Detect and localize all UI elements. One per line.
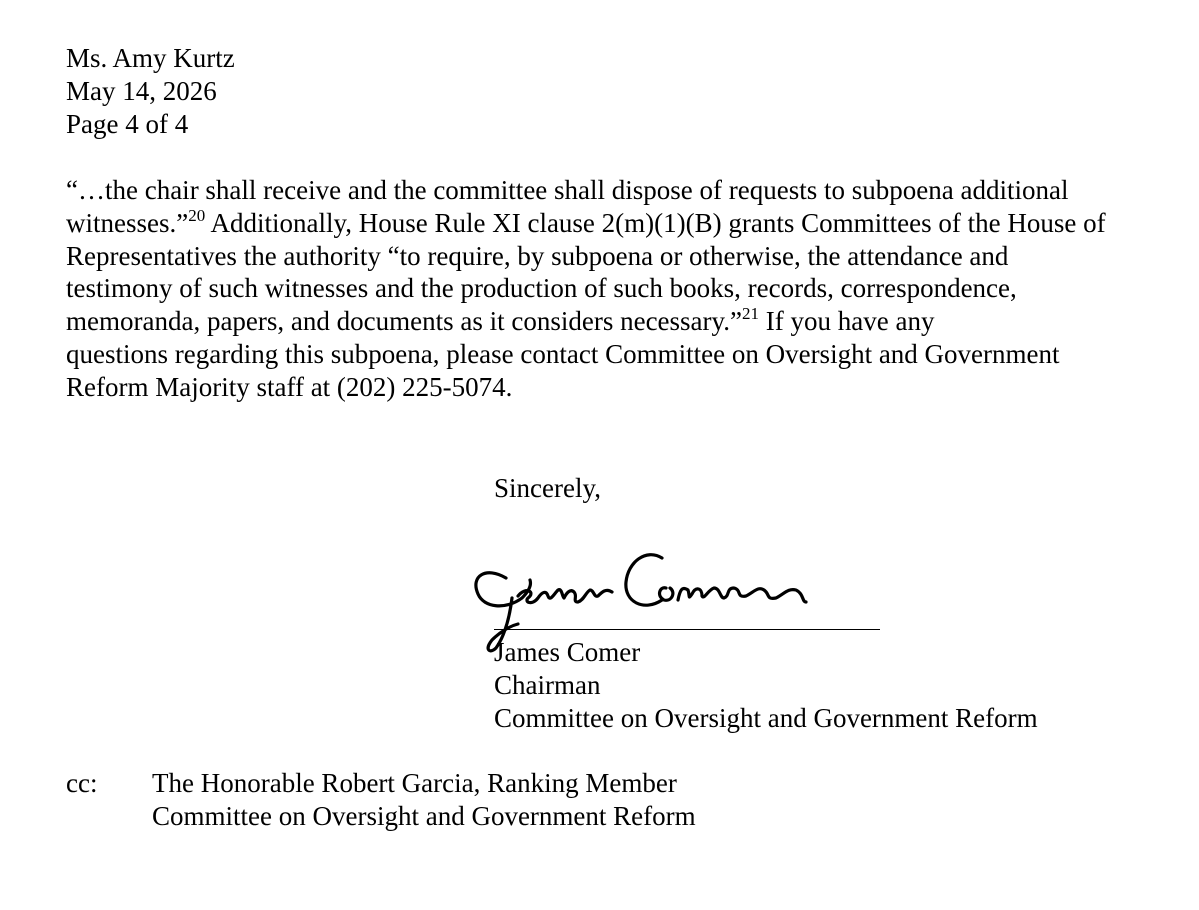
- cc-recipient-name: The Honorable Robert Garcia, Ranking Member: [152, 768, 677, 798]
- letter-body: [66, 174, 1106, 404]
- body-text-segment: If you have any: [759, 306, 935, 337]
- signatory-committee: Committee on Oversight and Government Reform: [494, 702, 1038, 733]
- body-text-segment: witnesses.”: [66, 207, 189, 238]
- cc-recipient-block: [152, 767, 696, 833]
- body-line: questions regarding this subpoena, please contact Committee on Oversight and Government: [66, 338, 1060, 369]
- footnote-marker: 20: [188, 205, 206, 225]
- letter-header: [66, 42, 235, 140]
- body-line: [66, 207, 1106, 240]
- body-line: Representatives the authority “to require, by subpoena or otherwise, the attendance and: [66, 240, 1009, 271]
- signatory-title: Chairman: [494, 669, 601, 700]
- footnote-marker: 21: [742, 304, 760, 324]
- signature-line: [494, 629, 880, 630]
- body-line: [66, 305, 1106, 338]
- body-line: “…the chair shall receive and the committee shall dispose of requests to subpoena additional: [66, 175, 1069, 205]
- signatory-block: [494, 636, 1038, 734]
- cc-recipient-committee: Committee on Oversight and Government Reform: [152, 800, 696, 831]
- recipient-name: Ms. Amy Kurtz: [66, 43, 235, 73]
- signatory-name: James Comer: [494, 637, 641, 667]
- body-text-segment: Additionally, House Rule XI clause 2(m)(1)(B) grants Committees of the House of: [205, 207, 1106, 238]
- body-text-segment: memoranda, papers, and documents as it considers necessary.”: [66, 306, 743, 337]
- closing-salutation: Sincerely,: [494, 473, 601, 503]
- body-line: testimony of such witnesses and the production of such books, records, correspondence,: [66, 273, 1017, 304]
- body-line: Reform Majority staff at (202) 225-5074.: [66, 371, 513, 402]
- page-number: Page 4 of 4: [66, 108, 189, 139]
- letter-date: May 14, 2026: [66, 75, 217, 106]
- cc-label: cc:: [66, 768, 98, 798]
